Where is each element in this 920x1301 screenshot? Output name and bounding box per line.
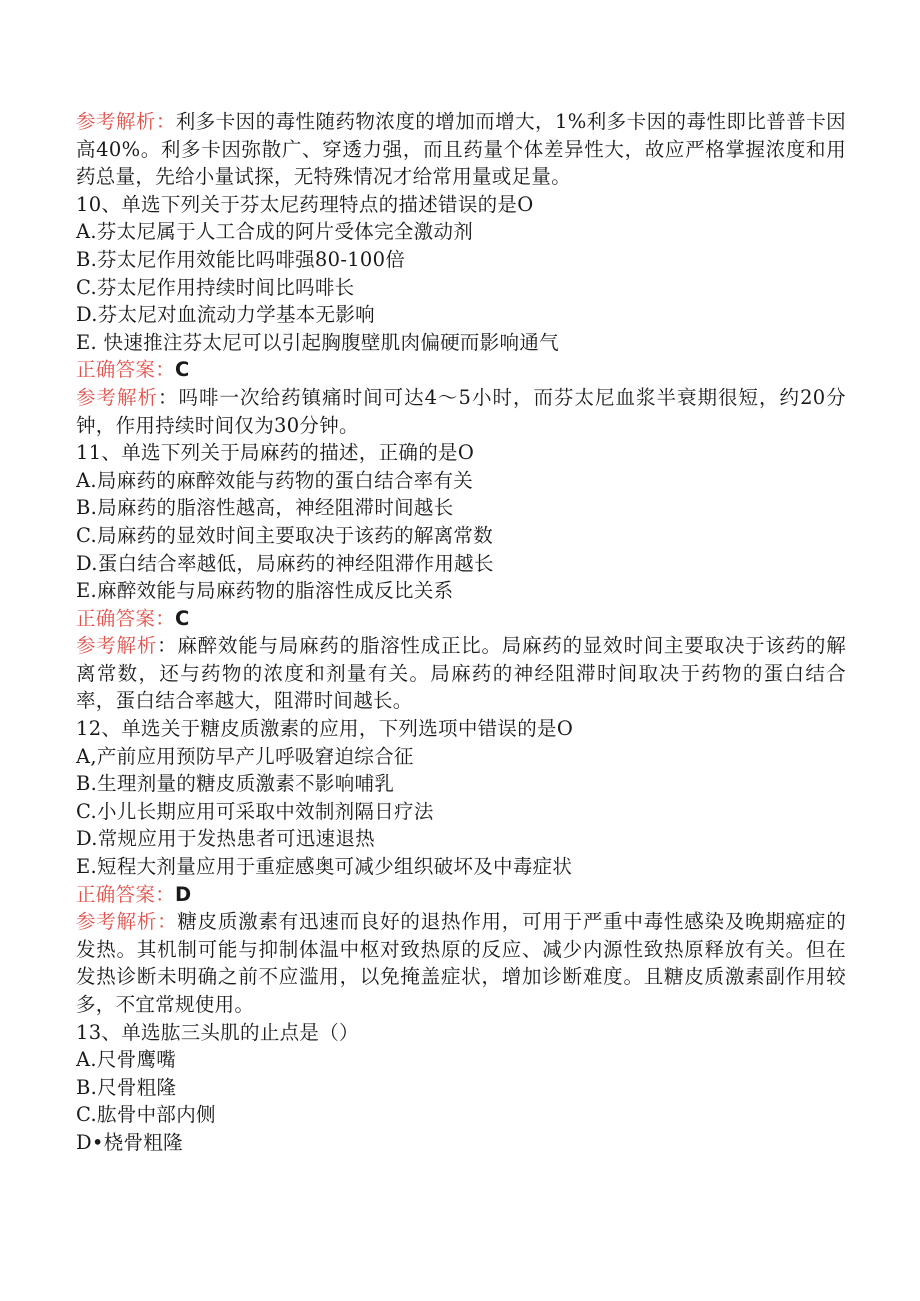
question-stem: 11、单选下列关于局麻药的描述，正确的是O [76, 441, 475, 465]
option-d: D.常规应用于发热患者可迅速退热 [76, 827, 375, 851]
option-e: E. 快速推注芬太尼可以引起胸腹壁肌肉偏硬而影响通气 [76, 330, 559, 354]
option-e: E.短程大剂量应用于重症感奥可减少组织破坏及中毒症状 [76, 855, 573, 879]
question-12 [76, 715, 846, 1019]
analysis-label: 参考解析 [76, 385, 159, 409]
option-c: C.芬太尼作用持续时间比吗啡长 [76, 275, 355, 299]
option-b: B.芬太尼作用效能比吗啡强80-100倍 [76, 247, 406, 271]
question-stem: 13、单选肱三头肌的止点是（） [76, 1020, 359, 1044]
question-stem: 12、单选关于糖皮质激素的应用，下列选项中错误的是O [76, 717, 574, 741]
answer-line [76, 356, 846, 384]
option-d: D.蛋白结合率越低，局麻药的神经阻滞作用越长 [76, 551, 494, 575]
analysis [76, 384, 846, 439]
answer-label: 正确答案： [76, 358, 176, 382]
option-b: B.尺骨粗隆 [76, 1075, 177, 1099]
option-c: C.局麻药的显效时间主要取决于该药的解离常数 [76, 523, 494, 547]
analysis-text: ：麻醉效能与局麻药的脂溶性成正比。局麻药的显效时间主要取决于该药的解离常数，还与药物的浓度和剂量有关。局麻药的神经阻滞时间取决于药物的蛋白结合率，蛋白结合率越大，阻滞时间越长。 [76, 634, 847, 713]
analysis-text: 糖皮质激素有迅速而良好的退热作用，可用于严重中毒性感染及晚期癌症的发热。其机制可能与抑制体温中枢对致热原的反应、减少内源性致热原释放有关。但在发热诊断未明确之前不应滥用，以免掩盖症状，增加诊断难度。且糖皮质激素副作用较多，不宜常规使用。 [76, 910, 846, 1017]
option-a: A.尺骨鹰嘴 [76, 1048, 177, 1072]
document-page [76, 108, 846, 1157]
answer-value: C [175, 606, 190, 630]
analysis-label: 参考解析 [76, 634, 158, 658]
answer-value: D [175, 882, 192, 906]
option-c: C.肱骨中部内侧 [76, 1103, 216, 1127]
option-d: D.芬太尼对血流动力学基本无影响 [76, 303, 375, 327]
analysis [76, 632, 846, 715]
option-a: A.局麻药的麻醉效能与药物的蛋白结合率有关 [76, 468, 474, 492]
option-a: A.芬太尼属于人工合成的阿片受体完全激动剂 [76, 220, 474, 244]
option-b: B.局麻药的脂溶性越高，神经阻滞时间越长 [76, 496, 454, 520]
option-c: C.小儿长期应用可采取中效制剂隔日疗法 [76, 799, 434, 823]
question-10 [76, 191, 846, 439]
q9-analysis [76, 108, 846, 191]
question-13 [76, 1019, 846, 1157]
option-d: D•桡骨粗隆 [76, 1131, 183, 1155]
analysis-label: 参考解析： [76, 910, 178, 934]
option-a: A,产前应用预防早产儿呼吸窘迫综合征 [76, 744, 414, 768]
question-11 [76, 439, 846, 715]
answer-line [76, 605, 846, 633]
analysis [76, 908, 846, 1018]
answer-value: C [175, 358, 190, 382]
option-e: E.麻醉效能与局麻药物的脂溶性成反比关系 [76, 579, 454, 603]
analysis-text: 利多卡因的毒性随药物浓度的增加而增大，1%利多卡因的毒性即比普普卡因高40%。利多卡因弥散广、穿透力强，而且药量个体差异性大，故应严格掌握浓度和用药总量，先给小量试探，无特殊情况才给常用量或足量。 [76, 110, 846, 189]
analysis-text: ：吗啡一次给药镇痛时间可达4〜5小时，而芬太尼血浆半衰期很短，约20分钟，作用持续时间仅为30分钟。 [76, 385, 846, 437]
analysis-label: 参考解析： [76, 110, 176, 133]
option-b: B.生理剂量的糖皮质激素不影响哺乳 [76, 772, 395, 796]
answer-line [76, 881, 846, 909]
question-stem: 10、单选下列关于芬太尼药理特点的描述错误的是O [76, 192, 534, 216]
answer-label: 正确答案： [76, 882, 176, 906]
answer-label: 正确答案： [76, 606, 176, 630]
